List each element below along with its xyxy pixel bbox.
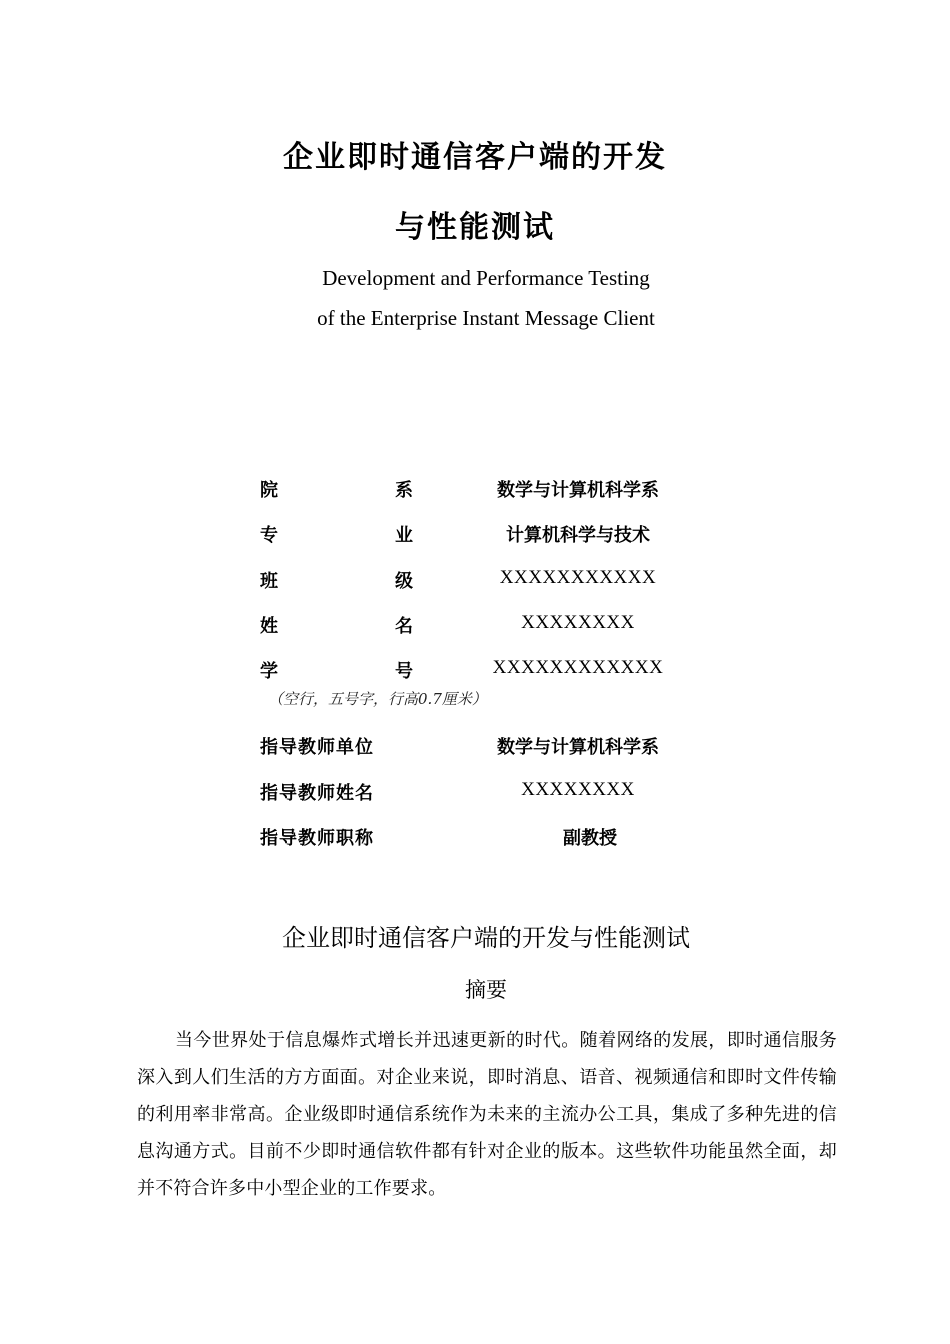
major-label-char-1: 专 xyxy=(260,525,278,546)
name-label-char-1: 姓 xyxy=(260,616,278,637)
department-label-char-2: 系 xyxy=(395,480,413,501)
student-id-label-char-2: 号 xyxy=(395,661,413,682)
student-id-value: XXXXXXXXXXXX xyxy=(492,657,664,678)
abstract-paragraph: 当今世界处于信息爆炸式增长并迅速更新的时代。随着网络的发展，即时通信服务深入到人们生活的方方面面。对企业来说，即时消息、语音、视频通信和即时文件传输的利用率非常高。企业级即时通信系统作为未来的主流办公工具，集成了多种先进的信息沟通方式。目前不少即时通信软件都有针对企业的版本。这些软件功能虽然全面，却并不符合许多中小型企业的工作要求。 xyxy=(137,1030,837,1199)
thesis-title-line-1: 企业即时通信客户端的开发 xyxy=(283,140,667,175)
english-title-line-1: Development and Performance Testing xyxy=(322,266,650,290)
advisor-unit-value: 数学与计算机科学系 xyxy=(497,737,659,758)
class-value: XXXXXXXXXXX xyxy=(499,567,657,588)
name-label-char-2: 名 xyxy=(395,616,413,637)
abstract-title: 企业即时通信客户端的开发与性能测试 xyxy=(282,924,690,952)
advisor-name-value: XXXXXXXX xyxy=(521,779,635,800)
english-title-line-2: of the Enterprise Instant Message Client xyxy=(317,306,655,330)
advisor-title-label: 指导教师职称 xyxy=(260,828,374,849)
student-id-label-char-1: 学 xyxy=(260,661,278,682)
major-value: 计算机科学与技术 xyxy=(506,525,650,546)
advisor-title-value: 副教授 xyxy=(563,828,617,849)
class-label-char-1: 班 xyxy=(260,571,278,592)
major-label-char-2: 业 xyxy=(395,525,413,546)
department-value: 数学与计算机科学系 xyxy=(497,480,659,501)
format-note: （空行，五号字，行高0.7厘米） xyxy=(268,690,487,708)
thesis-title-line-2: 与性能测试 xyxy=(395,210,555,245)
abstract-heading: 摘要 xyxy=(465,978,507,1002)
advisor-name-label: 指导教师姓名 xyxy=(260,783,374,804)
advisor-unit-label: 指导教师单位 xyxy=(260,737,374,758)
class-label-char-2: 级 xyxy=(395,571,413,592)
department-label-char-1: 院 xyxy=(260,480,278,501)
name-value: XXXXXXXX xyxy=(521,612,635,633)
